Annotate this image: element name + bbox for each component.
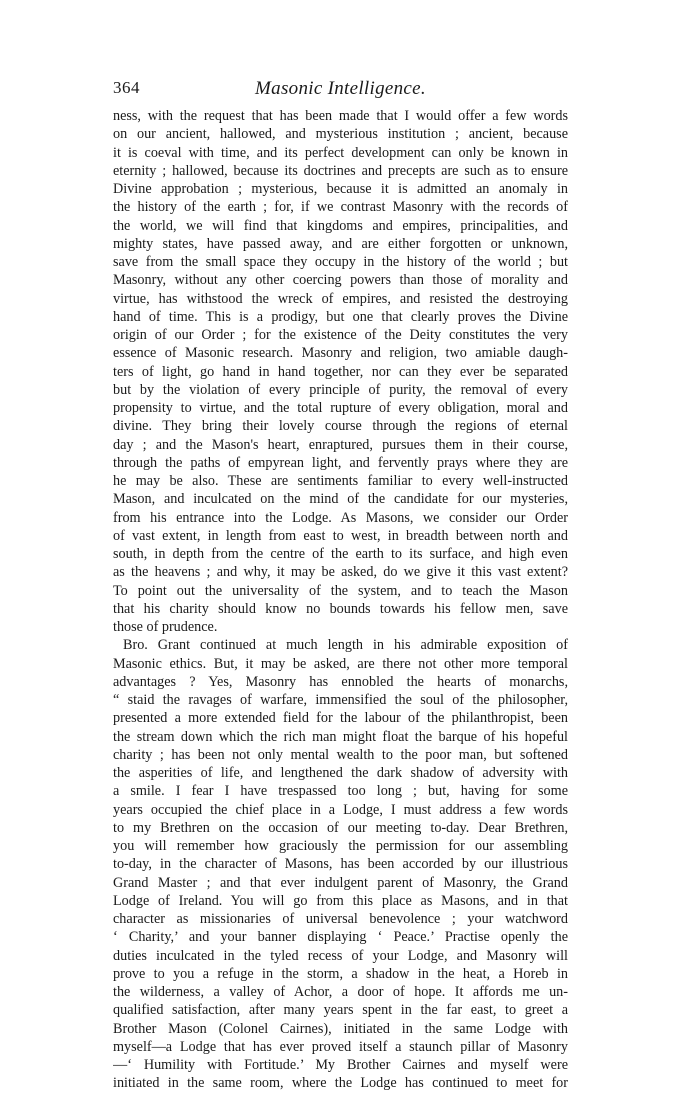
text-line: the asperities of life, and lengthened the dark shadow of adversity with [113, 765, 568, 781]
text-line: but by the violation of every principle of purity, the removal of every [113, 381, 568, 398]
text-line: divine. They bring their lovely course through the regions of eternal [113, 418, 568, 435]
text-line: “ staid the ravages of warfare, immensified the soul of the philosopher, [113, 692, 568, 708]
text-line: Masonry, without any other coercing powers than those of morality and [113, 272, 568, 289]
text-line: propensity to virtue, and the total rupture of every obligation, moral and [113, 400, 568, 416]
body-text [113, 107, 568, 1093]
text-line: hand of time. This is a prodigy, but one that clearly proves the Divine [113, 308, 568, 325]
text-line: Grand Master ; and that ever indulgent parent of Masonry, the Grand [113, 874, 568, 891]
text-line: Divine approbation ; mysterious, because it is admitted an anomaly in [113, 181, 568, 197]
text-line: to-day, in the character of Masons, has been accorded by our illustrious [113, 856, 568, 873]
text-line: the stream down which the rich man might float the barque of his hopeful [113, 728, 568, 745]
text-line: charity ; has been not only mental wealth to the poor man, but softened [113, 746, 568, 763]
text-line: virtue, has withstood the wreck of empires, and resisted the destroying [113, 290, 568, 307]
text-line: duties inculcated in the tyled recess of your Lodge, and Masonry will [113, 947, 568, 964]
text-line: presented a more extended field for the labour of the philanthropist, been [113, 710, 568, 727]
text-line: Brother Mason (Colonel Cairnes), initiated in the same Lodge with [113, 1020, 568, 1037]
text-line: ness, with the request that has been made that I would offer a few words [113, 108, 568, 124]
text-line: it is coeval with time, and its perfect development can only be known in [113, 144, 568, 161]
text-line: you will remember how graciously the permission for our assembling [113, 838, 568, 854]
text-line: eternity ; hallowed, because its doctrines and precepts are such as to ensure [113, 162, 568, 179]
text-line: mighty states, have passed away, and are either forgotten or unknown, [113, 235, 568, 252]
text-line: on our ancient, hallowed, and mysterious institution ; ancient, because [113, 126, 568, 143]
text-line: a smile. I fear I have trespassed too long ; but, having for some [113, 783, 568, 800]
text-line: Lodge of Ireland. You will go from this place as Masons, and in that [113, 892, 568, 909]
text-line: the history of the earth ; for, if we contrast Masonry with the records of [113, 199, 568, 216]
text-line: to my Brethren on the occasion of our meeting to-day. Dear Brethren, [113, 819, 568, 836]
text-line: through the paths of empyrean light, and fervently prays where they are [113, 454, 568, 471]
text-line: of vast extent, in length from east to west, in breadth between north and [113, 527, 568, 544]
text-line: myself—a Lodge that has ever proved itself a staunch pillar of Masonry [113, 1038, 568, 1055]
text-line: advantages ? Yes, Masonry has ennobled the hearts of monarchs, [113, 673, 568, 690]
text-line: that his charity should know no bounds towards his fellow men, save [113, 600, 568, 617]
text-line: the world, we will find that kingdoms and empires, principalities, and [113, 217, 568, 234]
paragraph-start-line: Bro. Grant continued at much length in his admirable exposition of [123, 637, 568, 654]
text-line: Mason, and inculcated on the mind of the candidate for our mysteries, [113, 491, 568, 508]
text-line: character as missionaries of universal benevolence ; your watchword [113, 911, 568, 927]
page-number: 364 [113, 78, 140, 97]
text-line: save from the small space they occupy in the history of the world ; but [113, 254, 568, 270]
text-line: Masonic ethics. But, it may be asked, are there not other more temporal [113, 655, 568, 672]
text-line: he may be also. These are sentiments familiar to every well-instructed [113, 473, 568, 489]
text-line: ters of light, go hand in hand together, nor can they ever be separated [113, 363, 568, 380]
text-line: south, in depth from the centre of the earth to its surface, and high even [113, 546, 568, 562]
text-line: qualified satisfaction, after many years spent in the far east, to greet a [113, 1002, 568, 1019]
text-line: the wilderness, a valley of Achor, a door of hope. It affords me un- [113, 984, 568, 1000]
running-title: Masonic Intelligence. [255, 78, 426, 99]
page-header [113, 78, 568, 108]
text-line: —‘ Humility with Fortitude.’ My Brother Cairnes and myself were [113, 1057, 568, 1073]
text-line: prove to you a refuge in the storm, a shadow in the heat, a Horeb in [113, 965, 568, 982]
text-line: day ; and the Mason's heart, enraptured, pursues them in their course, [113, 436, 568, 453]
text-line: origin of our Order ; for the existence of the Deity constitutes the very [113, 327, 568, 343]
text-line: initiated in the same room, where the Lodge has continued to meet for [113, 1075, 568, 1092]
text-line: essence of Masonic research. Masonry and religion, two amiable daugh- [113, 345, 568, 362]
text-line: years occupied the chief place in a Lodge, I must address a few words [113, 801, 568, 818]
paragraph-end-line: those of prudence. [113, 619, 218, 635]
text-line: from his entrance into the Lodge. As Masons, we consider our Order [113, 509, 568, 526]
text-line: To point out the universality of the system, and to teach the Mason [113, 582, 568, 599]
text-line: as the heavens ; and why, it may be asked, do we give it this vast extent? [113, 564, 568, 581]
text-line: ‘ Charity,’ and your banner displaying ‘ Peace.’ Practise openly the [113, 929, 568, 946]
